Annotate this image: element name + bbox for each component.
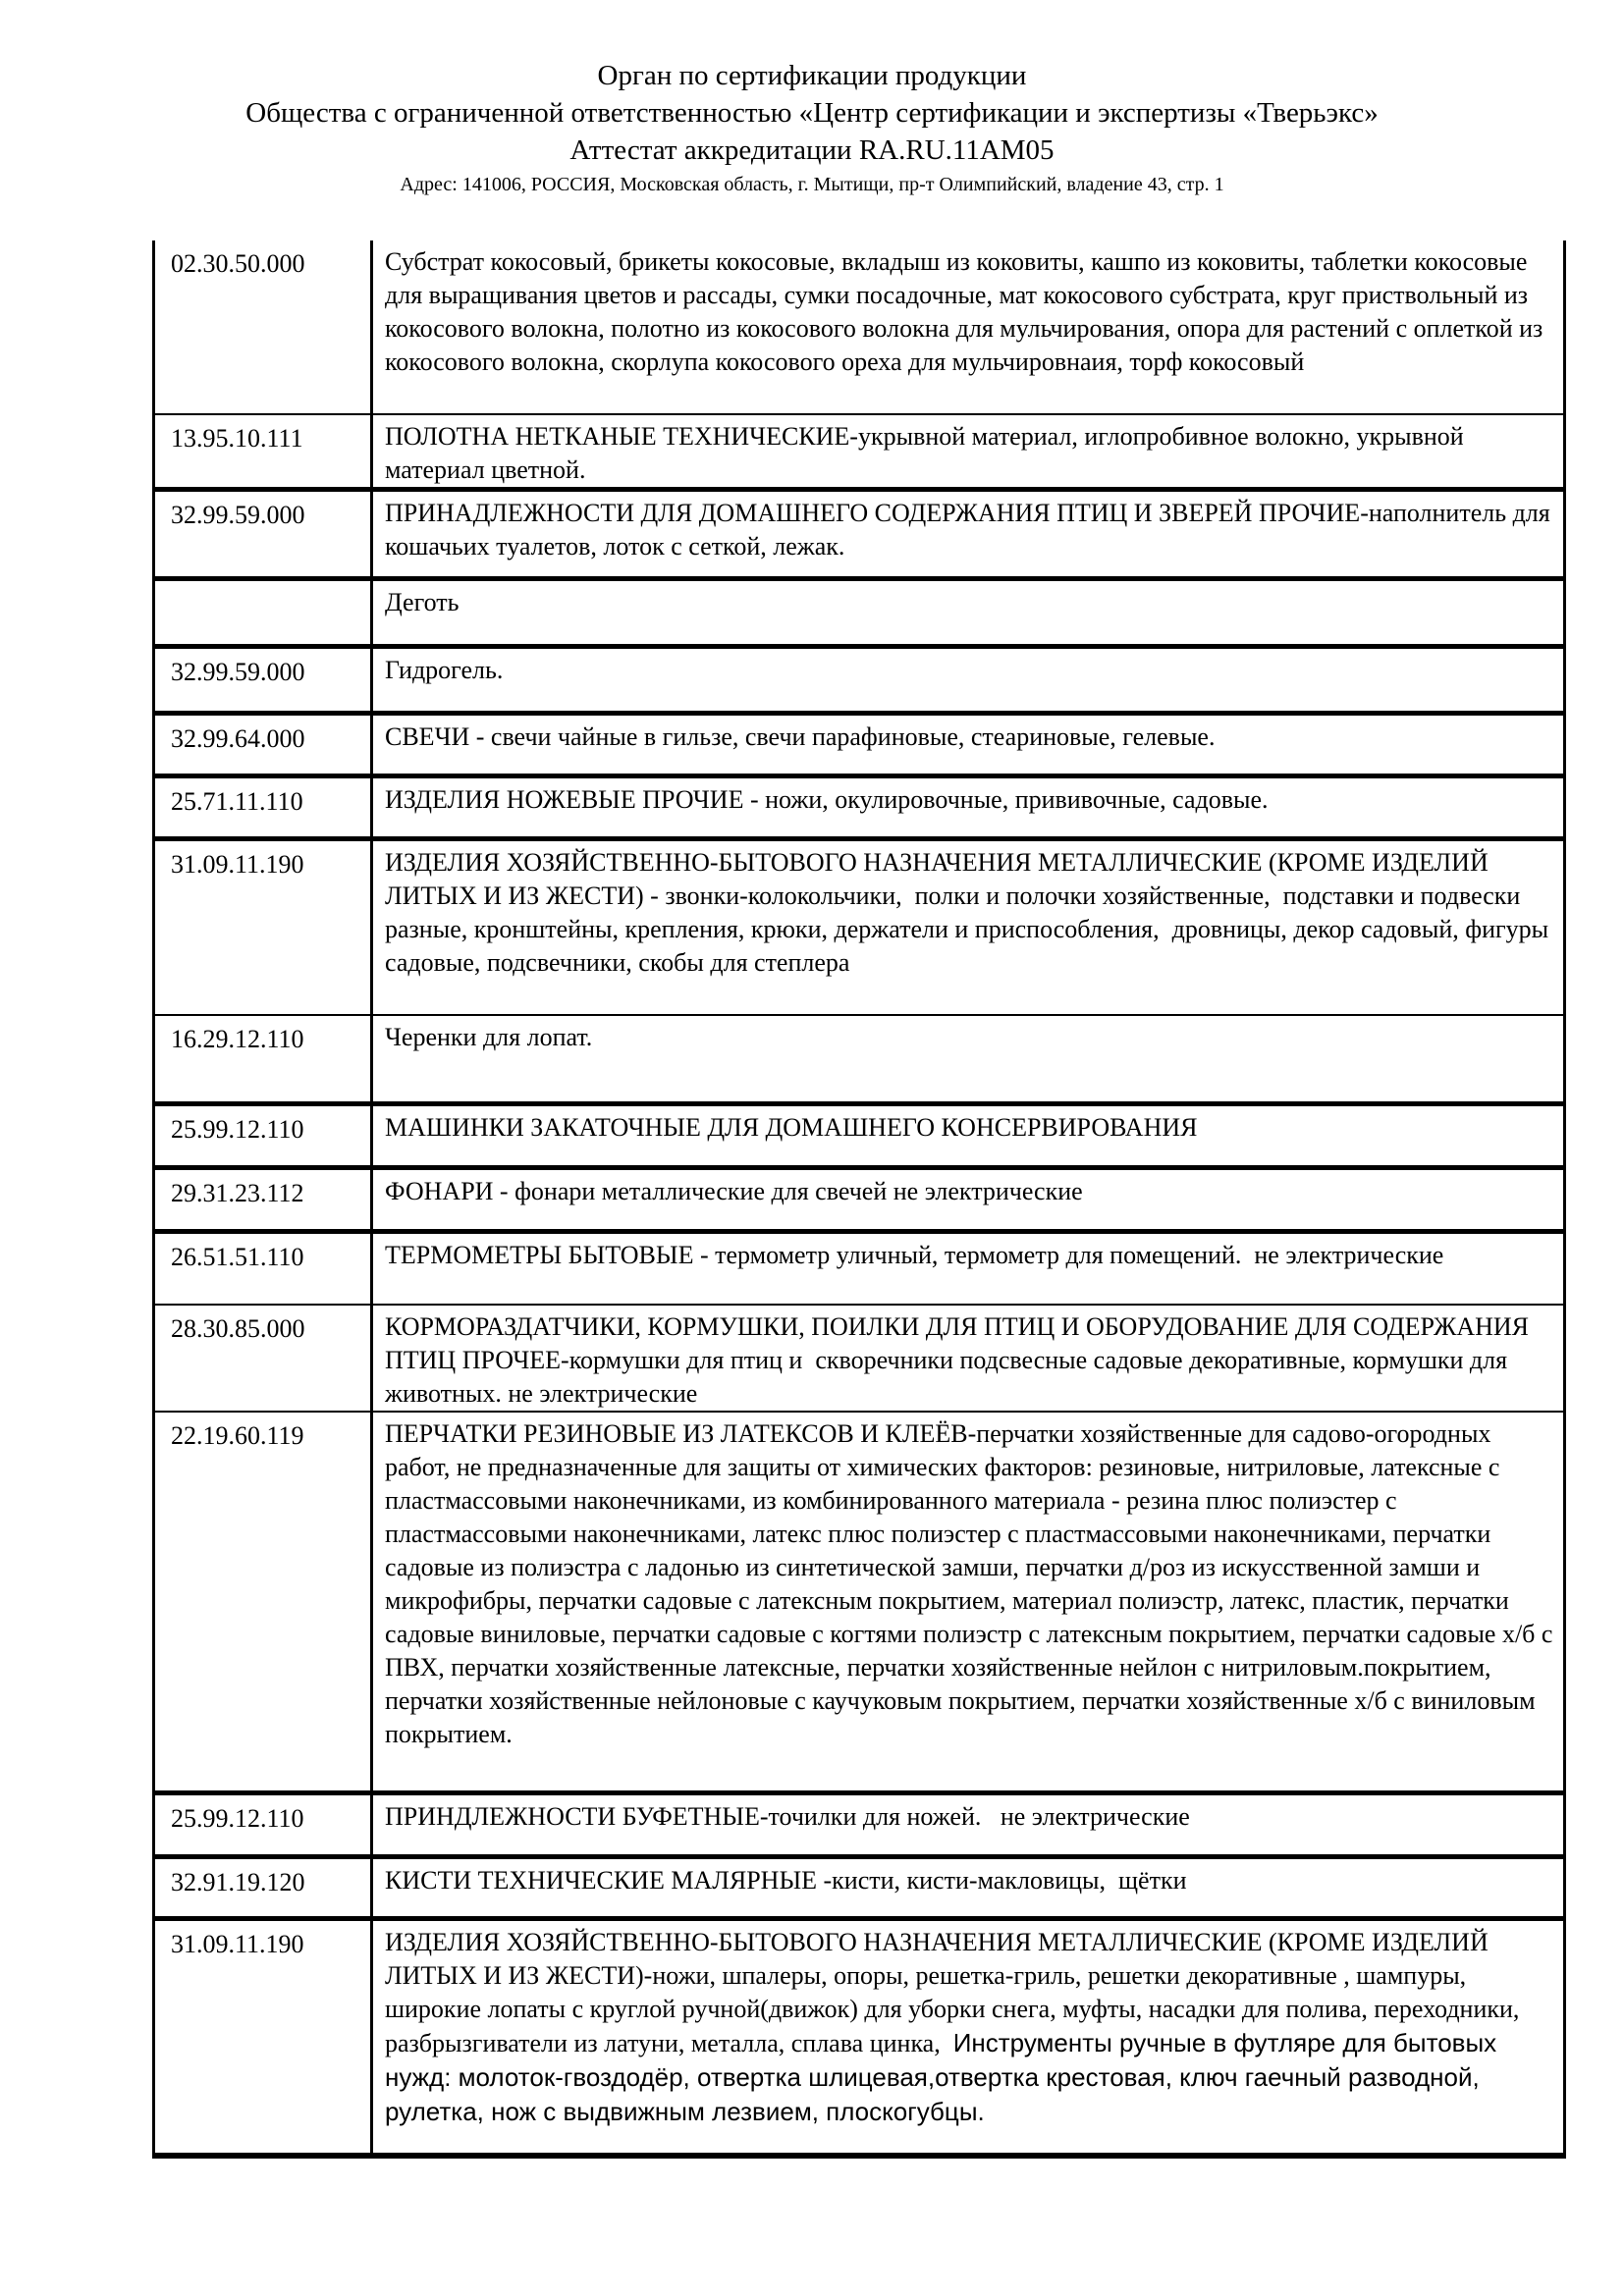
code-cell: 25.71.11.110	[154, 776, 372, 839]
table-row	[154, 714, 1565, 776]
table-row	[154, 839, 1565, 1015]
table-row	[154, 1412, 1565, 1793]
description-text: ИЗДЕЛИЯ ХОЗЯЙСТВЕННО-БЫТОВОГО НАЗНАЧЕНИЯ МЕТАЛЛИЧЕСКИЕ (КРОМЕ ИЗДЕЛИЙ ЛИТЫХ И ИЗ ЖЕСТИ) - звонки-колокольчики, полки и полочки хозяйственные, подставки и подвески разные, кронштейны, крепления, крюки, держатели и приспособления, дровницы, декор садовый, фигуры садовые, подсвечники, скобы для степлера	[385, 848, 1555, 977]
description-cell	[372, 1305, 1565, 1412]
description-cell	[372, 1919, 1565, 2156]
description-text: ПОЛОТНА НЕТКАНЫЕ ТЕХНИЧЕСКИЕ-укрывной материал, иглопробивное волокно, укрывной материал цветной.	[385, 422, 1471, 484]
description-cell	[372, 1857, 1565, 1919]
description-cell	[372, 1168, 1565, 1232]
table-row	[154, 1015, 1565, 1104]
table-row	[154, 1793, 1565, 1857]
description-text: ПРИНАДЛЕЖНОСТИ ДЛЯ ДОМАШНЕГО СОДЕРЖАНИЯ ПТИЦ И ЗВЕРЕЙ ПРОЧИЕ-наполнитель для кошачьих туалетов, лоток с сеткой, лежак.	[385, 499, 1557, 561]
header-company-line: Общества с ограниченной ответственностью «Центр сертификации и экспертизы «Тверьэкс»	[245, 97, 1379, 129]
code-cell: 31.09.11.190	[154, 839, 372, 1015]
code-cell: 29.31.23.112	[154, 1168, 372, 1232]
table-row	[154, 1232, 1565, 1305]
description-text: КИСТИ ТЕХНИЧЕСКИЕ МАЛЯРНЫЕ -кисти, кисти-макловицы, щётки	[385, 1866, 1187, 1895]
document-header	[0, 57, 1624, 197]
code-cell: 22.19.60.119	[154, 1412, 372, 1793]
header-accreditation-line: Аттестат аккредитации RA.RU.11АМ05	[569, 134, 1055, 166]
table-row	[154, 240, 1565, 414]
table-body	[154, 240, 1565, 2156]
code-cell: 31.09.11.190	[154, 1919, 372, 2156]
description-text: Субстрат кокосовый, брикеты кокосовые, вкладыш из коковиты, кашпо из коковиты, таблетки кокосовые для выращивания цветов и рассады, сумки посадочные, мат кокосового субстрата, круг приствольный из кокосового волокна, полотно из кокосового волокна для мульчирования, опора для растений с оплеткой из кокосового волокна, скорлупа кокосового ореха для мульчировнаия, торф кокосовый	[385, 247, 1549, 376]
description-cell	[372, 414, 1565, 490]
description-cell	[372, 1015, 1565, 1104]
header-address-line: Адрес: 141006, РОССИЯ, Московская область, г. Мытищи, пр-т Олимпийский, владение 43, стр. 1	[400, 174, 1224, 195]
description-text: Черенки для лопат.	[385, 1022, 593, 1051]
description-text: ПЕРЧАТКИ РЕЗИНОВЫЕ ИЗ ЛАТЕКСОВ И КЛЕЁВ-перчатки хозяйственные для садово-огородных работ, не предназначенные для защиты от химических факторов: резиновые, нитриловые, латексные с пластмассовыми наконечниками, из комбинированного материала - резина плюс полиэстер с пластмассовыми наконечниками, латекс плюс полиэстер с пластмассовыми наконечниками, перчатки садовые из полиэстра с ладонью из синтетической замши, перчатки д/роз из искусственной замши и микрофибры, перчатки садовые с латексным покрытием, материал полиэстр, латекс, пластик, перчатки садовые виниловые, перчатки садовые с когтями полиэстр с латексным покрытием, перчатки садовые х/б с ПВХ, перчатки хозяйственные латексные, перчатки хозяйственные нейлон с нитриловым.покрытием, перчатки хозяйственные нейлоновые с каучуковым покрытием, перчатки хозяйственные х/б с виниловым покрытием.	[385, 1418, 1559, 1748]
description-text: ТЕРМОМЕТРЫ БЫТОВЫЕ - термометр уличный, термометр для помещений. не электрические	[385, 1241, 1444, 1269]
table-row	[154, 776, 1565, 839]
description-text: ФОНАРИ - фонари металлические для свечей не электрические	[385, 1177, 1083, 1205]
table-row	[154, 1168, 1565, 1232]
table-row	[154, 1305, 1565, 1412]
header-org-line: Орган по сертификации продукции	[597, 60, 1027, 91]
code-cell: 25.99.12.110	[154, 1793, 372, 1857]
description-cell	[372, 1232, 1565, 1305]
description-cell	[372, 1793, 1565, 1857]
code-cell: 32.99.59.000	[154, 490, 372, 579]
description-text: КОРМОРАЗДАТЧИКИ, КОРМУШКИ, ПОИЛКИ ДЛЯ ПТИЦ И ОБОРУДОВАНИЕ ДЛЯ СОДЕРЖАНИЯ ПТИЦ ПРОЧЕЕ-кормушки для птиц и скворечники подсвесные садовые декоративные, кормушки для животных. не электрические	[385, 1311, 1536, 1408]
description-cell	[372, 714, 1565, 776]
description-cell	[372, 579, 1565, 647]
description-text: МАШИНКИ ЗАКАТОЧНЫЕ ДЛЯ ДОМАШНЕГО КОНСЕРВИРОВАНИЯ	[385, 1113, 1198, 1142]
product-codes-table	[152, 240, 1566, 2159]
code-cell: 32.91.19.120	[154, 1857, 372, 1919]
code-cell	[154, 579, 372, 647]
description-cell	[372, 1104, 1565, 1168]
description-cell	[372, 776, 1565, 839]
table-row	[154, 414, 1565, 490]
table-row	[154, 1857, 1565, 1919]
description-cell	[372, 839, 1565, 1015]
code-cell: 32.99.59.000	[154, 647, 372, 714]
description-text: ИЗДЕЛИЯ ХОЗЯЙСТВЕННО-БЫТОВОГО НАЗНАЧЕНИЯ МЕТАЛЛИЧЕСКИЕ (КРОМЕ ИЗДЕЛИЙ ЛИТЫХ И ИЗ ЖЕСТИ)-ножи, шпалеры, опоры, решетка-гриль, решетки декоративные , шампуры, широкие лопаты с круглой ручной(движок) для уборки снега, муфты, насадки для полива, переходники, разбрызгиватели из латуни, металла, сплава цинка,	[385, 1928, 1526, 2057]
description-text: ПРИНДЛЕЖНОСТИ БУФЕТНЫЕ-точилки для ножей. не электрические	[385, 1802, 1190, 1831]
table-row	[154, 1104, 1565, 1168]
code-cell: 26.51.51.110	[154, 1232, 372, 1305]
code-cell: 16.29.12.110	[154, 1015, 372, 1104]
table-row	[154, 1919, 1565, 2156]
code-cell: 13.95.10.111	[154, 414, 372, 490]
description-cell	[372, 647, 1565, 714]
code-cell: 25.99.12.110	[154, 1104, 372, 1168]
table-row	[154, 490, 1565, 579]
description-text: Инструменты ручные в футляре для бытовых нужд: молоток-гвоздодёр, отвертка шлицевая,отвертка крестовая, ключ гаечный разводной, рулетка, нож с выдвижным лезвием, плоскогубцы.	[385, 2028, 1504, 2126]
description-text: Деготь	[385, 588, 460, 616]
description-cell	[372, 1412, 1565, 1793]
description-text: ИЗДЕЛИЯ НОЖЕВЫЕ ПРОЧИЕ - ножи, окулировочные, прививочные, садовые.	[385, 785, 1269, 814]
code-cell: 02.30.50.000	[154, 240, 372, 414]
description-text: СВЕЧИ - свечи чайные в гильзе, свечи парафиновые, стеариновые, гелевые.	[385, 722, 1216, 751]
description-cell	[372, 490, 1565, 579]
table-row	[154, 647, 1565, 714]
code-cell: 32.99.64.000	[154, 714, 372, 776]
description-cell	[372, 240, 1565, 414]
code-cell: 28.30.85.000	[154, 1305, 372, 1412]
description-text: Гидрогель.	[385, 656, 504, 684]
table-row	[154, 579, 1565, 647]
